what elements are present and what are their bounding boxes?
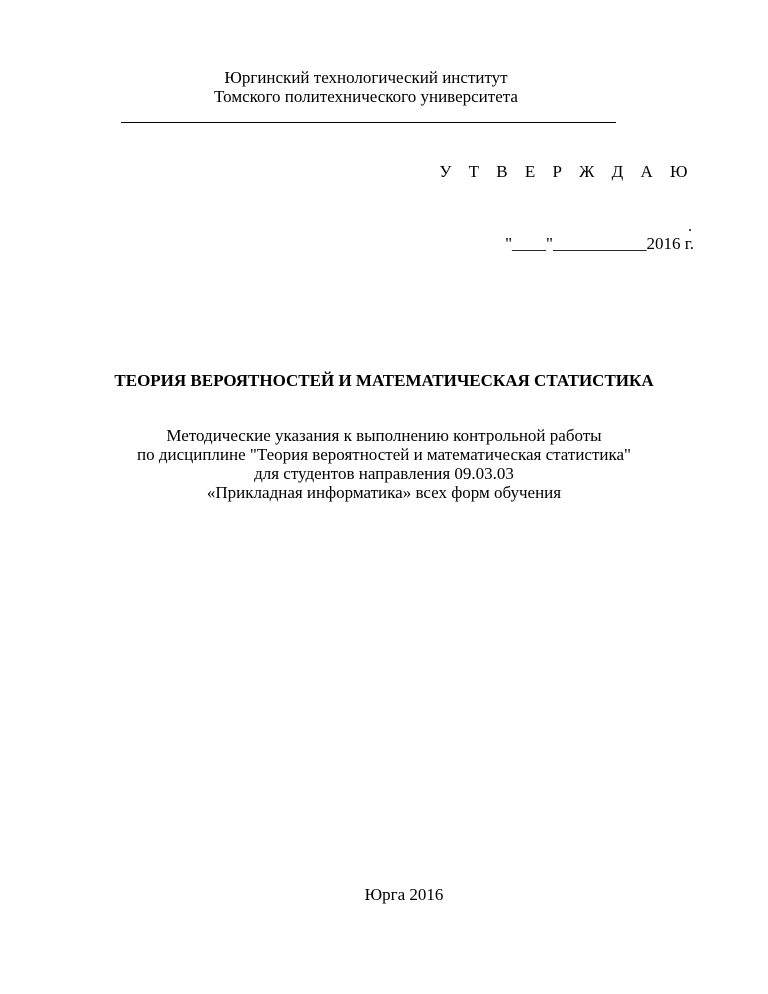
description-line-4: «Прикладная информатика» всех форм обучения <box>206 483 562 502</box>
description-line-3: для студентов направления 09.03.03 <box>254 464 514 483</box>
header-divider <box>121 122 616 123</box>
approval-label: У Т В Е Р Ж Д А Ю <box>439 162 694 181</box>
institute-header <box>0 68 732 106</box>
approval-date-line: "____"___________2016 г. <box>505 234 694 253</box>
institute-name: Юргинский технологический институт <box>224 68 508 87</box>
document-title: ТЕОРИЯ ВЕРОЯТНОСТЕЙ И МАТЕМАТИЧЕСКАЯ СТАТИСТИКА <box>114 371 654 390</box>
document-description <box>0 426 768 502</box>
city-year: Юрга 2016 <box>364 885 444 904</box>
description-line-2: по дисциплине "Теория вероятностей и математическая статистика" <box>137 445 631 464</box>
approval-dot: . <box>688 218 692 235</box>
university-name: Томского политехнического университета <box>214 87 518 106</box>
description-line-1: Методические указания к выполнению контрольной работы <box>166 426 602 445</box>
